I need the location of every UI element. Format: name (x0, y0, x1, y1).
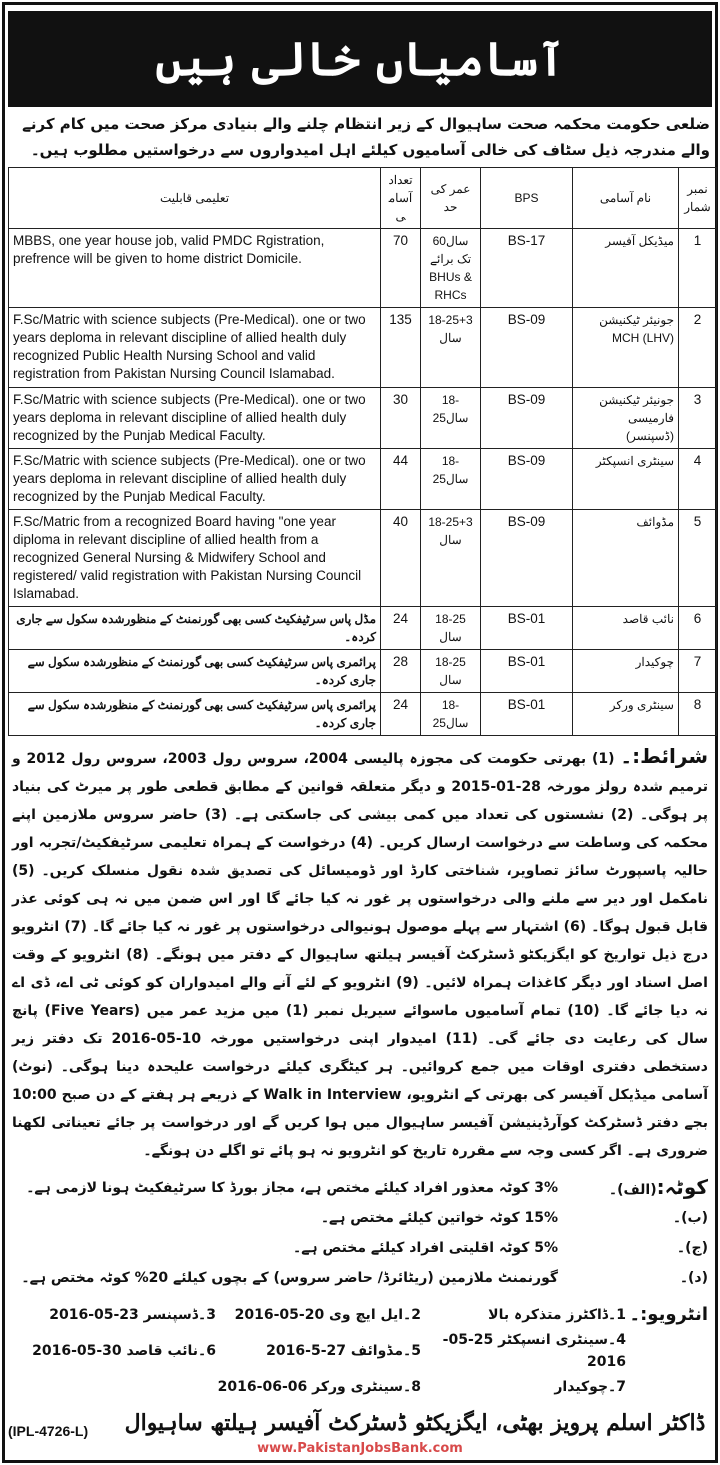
cell-sno: 1 (679, 229, 717, 308)
cell-name: جونیئر ٹیکنیشن فارمیسی (ڈسپنسر) (573, 388, 679, 449)
cell-age: 18-25سال (421, 449, 481, 510)
quota-text: گورنمنٹ ملازمین (ریٹائرڈ/ حاضر سروس) کے بچوں کیلئے 20% کوٹہ مختص ہے۔ (21, 1270, 558, 1286)
cell-bps: BS-09 (481, 449, 573, 510)
cell-qualification: مڈل پاس سرٹیفکیٹ کسی بھی گورنمنٹ کے منظورشدہ سکول سے جاری کردہ۔ (9, 607, 381, 650)
table-row (9, 693, 717, 736)
cell-posts: 24 (381, 693, 421, 736)
cell-sno: 8 (679, 693, 717, 736)
cell-bps: BS-01 (481, 607, 573, 650)
footer (8, 1407, 712, 1439)
cell-age: 18-25سال (421, 693, 481, 736)
interview-heading: انٹرویو:۔ (629, 1304, 708, 1325)
quota-label: (د)۔ (679, 1270, 708, 1286)
cell-sno: 3 (679, 388, 717, 449)
cell-age: 18-25 سال (421, 607, 481, 650)
table-header-row (9, 168, 717, 229)
interview-item: 8۔سینٹری ورکر 06-06-2016 (217, 1379, 421, 1395)
table-row (9, 229, 717, 308)
cell-bps: BS-09 (481, 510, 573, 607)
cell-name: میڈیکل آفیسر (573, 229, 679, 308)
cell-age: 18-25+3 سال (421, 510, 481, 607)
quota-item (12, 1173, 708, 1203)
conditions (12, 742, 708, 1165)
vacancies-table (8, 167, 717, 736)
conditions-heading: شرائط:۔ (620, 744, 708, 768)
signature: ڈاکٹر اسلم پرویز بھٹی، ایگزیکٹو ڈسٹرکٹ آفیسر ہیلتھ ساہیوال (124, 1410, 706, 1436)
interview-item: 1۔ڈاکٹرز متذکرہ بالا (488, 1307, 626, 1323)
cell-posts: 40 (381, 510, 421, 607)
cell-posts: 24 (381, 607, 421, 650)
ad-border (2, 2, 718, 1463)
reference-code: (IPL-4726-L) (8, 1423, 89, 1439)
table-row (9, 388, 717, 449)
conditions-text: (1) بھرتی حکومت کی مجوزہ پالیسی 2004، سروس رول 2003، سروس رول 2012 و ترمیم شدہ رولز مورخہ 28-01-2015 و دیگر متعلقہ قوانین کے مطابق قطعی طور پر میرٹ کی بنیاد پر ہوگی۔ (2) نشستوں کی تعداد میں کمی بیشی کی جاسکتی ہے۔ (3) حاضر سروس ملازمین اپنے محکمہ کی وساطت سے درخواست ارسال کریں۔ (4) درخواست کے ہمراہ تعلیمی سرٹیفکیٹ/تجربہ اور حالیہ پاسپورٹ سائز تصاویر، شناختی کارڈ اور ڈومیسائل کی تصدیق شدہ نقول منسلک کریں۔ (5) نامکمل اور دیر سے ملنے والی درخواستوں پر غور نہ کیا جائے گا اور اس ضمن میں نہ ہی کوئی عذر قابل قبول ہوگا۔ (6) اشتہار سے پہلے موصول ہونیوالی درخواستوں پر غور نہ کیا جائے گا۔ (7) انٹرویو درج ذیل تواریخ کو ایگزیکٹو ڈسٹرکٹ آفیسر ہیلتھ ساہیوال کے دفتر میں ہونگے۔ (8) انٹرویو کے وقت اصل اسناد اور دیگر کاغذات ہمراہ لائیں۔ (9) انٹرویو کے لئے آنے والے امیدواران کو کوئی ٹی اے، ڈی اے نہ دیا جائے گا۔ (10) تمام آسامیوں ماسوائے سیریل نمبر (1) میں مزید عمر میں (Five Years) پانچ سال کی رعایت دی جائے گی۔ (11) امیدوار اپنی درخواستیں مورخہ 10-05-2016 تک دفتر زیر دستخطی دفتری اوقات میں جمع کروائیں۔ ہر کیٹگری کیلئے درخواست علیحدہ دینا ہوگی۔ (نوٹ) آسامی میڈیکل آفیسر کی بھرتی کے انٹرویو، Walk in Interview کے ذریعے ہر ہفتے کے دن صبح 10:00 بجے دفتر ڈسٹرکٹ کوآرڈینیشن آفیسر ساہیوال میں ہوا کریں گے اور درخواست پر جائے تعیناتی لکھنا ضروری ہے۔ اگر کسی وجہ سے مقررہ تاریخ کو انٹرویو نہ ہو پائے تو اگلے دن ہونگے۔ (12, 751, 709, 1159)
title-banner (8, 11, 712, 107)
quota-heading: کوٹہ: (656, 1174, 708, 1199)
cell-name: نائب قاصد (573, 607, 679, 650)
cell-bps: BS-01 (481, 693, 573, 736)
quota-label: (ب)۔ (672, 1210, 708, 1226)
cell-age: 18-25+3 سال (421, 308, 481, 388)
quota-item (12, 1263, 708, 1293)
cell-name: مڈوائف (573, 510, 679, 607)
quota-label: (الف)۔ (608, 1181, 657, 1198)
cell-posts: 135 (381, 308, 421, 388)
quota-section (12, 1173, 708, 1293)
cell-bps: BS-09 (481, 388, 573, 449)
interview-schedule (12, 1301, 708, 1401)
cell-bps: BS-17 (481, 229, 573, 308)
cell-name: جونیئر ٹیکنیشن (LHV) MCH (573, 308, 679, 388)
header-bps: BPS (481, 168, 573, 229)
quota-item (12, 1203, 708, 1233)
page-title: آسامیاں خالی ہیں (155, 32, 565, 86)
cell-name: چوکیدار (573, 650, 679, 693)
table-row (9, 308, 717, 388)
cell-posts: 30 (381, 388, 421, 449)
cell-sno: 6 (679, 607, 717, 650)
cell-qualification: MBBS, one year house job, valid PMDC Rgistration, prefrence will be given to home district Domicile. (9, 229, 381, 308)
header-age: عمر کی حد (421, 168, 481, 229)
quota-text: 15% کوٹہ خواتین کیلئے مختص ہے۔ (320, 1210, 558, 1226)
cell-sno: 2 (679, 308, 717, 388)
table-row (9, 650, 717, 693)
table-row (9, 449, 717, 510)
cell-age: 60سال تک برائے BHUs & RHCs (421, 229, 481, 308)
interview-item: 2۔ایل ایچ وی 20-05-2016 (234, 1307, 421, 1323)
cell-posts: 44 (381, 449, 421, 510)
header-posts: تعداد آسامی (381, 168, 421, 229)
cell-qualification: پرائمری پاس سرٹیفکیٹ کسی بھی گورنمنٹ کے منظورشدہ سکول سے جاری کردہ۔ (9, 650, 381, 693)
cell-qualification: F.Sc/Matric with science subjects (Pre-Medical). one or two years deploma in relevant discipline of allied health duly recognized Public Health Nursing School and valid registration from Pakistan Nursing Council Islamabad. (9, 308, 381, 388)
header-sno: نمبر شمار (679, 168, 717, 229)
header-qualification: تعلیمی قابلیت (9, 168, 381, 229)
cell-name: سینٹری ورکر (573, 693, 679, 736)
cell-name: سینٹری انسپکٹر (573, 449, 679, 510)
watermark: www.PakistanJobsBank.com (257, 1441, 463, 1456)
cell-qualification: F.Sc/Matric with science subjects (Pre-Medical). one or two years deploma in relevant discipline of allied health duly recognized by the Punjab Medical Faculty. (9, 388, 381, 449)
cell-bps: BS-09 (481, 308, 573, 388)
interview-item: 6۔نائب قاصد 30-05-2016 (32, 1343, 216, 1359)
header-name: نام آسامی (573, 168, 679, 229)
cell-qualification: F.Sc/Matric from a recognized Board having "one year diploma in relevant discipline of allied health from a recognized General Nursing & Midwifery School and registered/ valid registration with Pakistan Nursing Council Islamabad. (9, 510, 381, 607)
quota-text: 5% کوٹہ اقلیتی افراد کیلئے مختص ہے۔ (292, 1240, 558, 1256)
cell-age: 18-25 سال (421, 650, 481, 693)
cell-sno: 7 (679, 650, 717, 693)
interview-item: 7۔چوکیدار (554, 1379, 626, 1395)
cell-qualification: F.Sc/Matric with science subjects (Pre-Medical). one or two years deploma in relevant discipline of allied health duly recognized by the Punjab Medical Faculty. (9, 449, 381, 510)
cell-sno: 5 (679, 510, 717, 607)
quota-text: 3% کوٹہ معذور افراد کیلئے مختص ہے، مجاز بورڈ کا سرٹیفکیٹ ہونا لازمی ہے۔ (26, 1180, 558, 1196)
interview-item: 5۔مڈوائف 27-5-2016 (266, 1343, 421, 1359)
interview-item: 3۔ڈسپنسر 23-05-2016 (49, 1307, 216, 1323)
cell-age: 18-25سال (421, 388, 481, 449)
quota-item (12, 1233, 708, 1263)
table-row (9, 510, 717, 607)
quota-label: (ج)۔ (676, 1240, 708, 1256)
cell-bps: BS-01 (481, 650, 573, 693)
cell-qualification: پرائمری پاس سرٹیفکیٹ کسی بھی گورنمنٹ کے منظورشدہ سکول سے جاری کردہ۔ (9, 693, 381, 736)
cell-sno: 4 (679, 449, 717, 510)
cell-posts: 28 (381, 650, 421, 693)
interview-item: 4۔سینٹری انسپکٹر 25-05-2016 (442, 1332, 626, 1370)
cell-posts: 70 (381, 229, 421, 308)
intro-text: ضلعی حکومت محکمہ صحت ساہیوال کے زیر انتظام چلنے والے بنیادی مرکز صحت میں کام کرنے والے مندرجہ ذیل سٹاف کی خالی آسامیوں کیلئے اہل امیدواروں سے درخواستیں مطلوب ہیں۔ (22, 115, 710, 159)
table-row (9, 607, 717, 650)
